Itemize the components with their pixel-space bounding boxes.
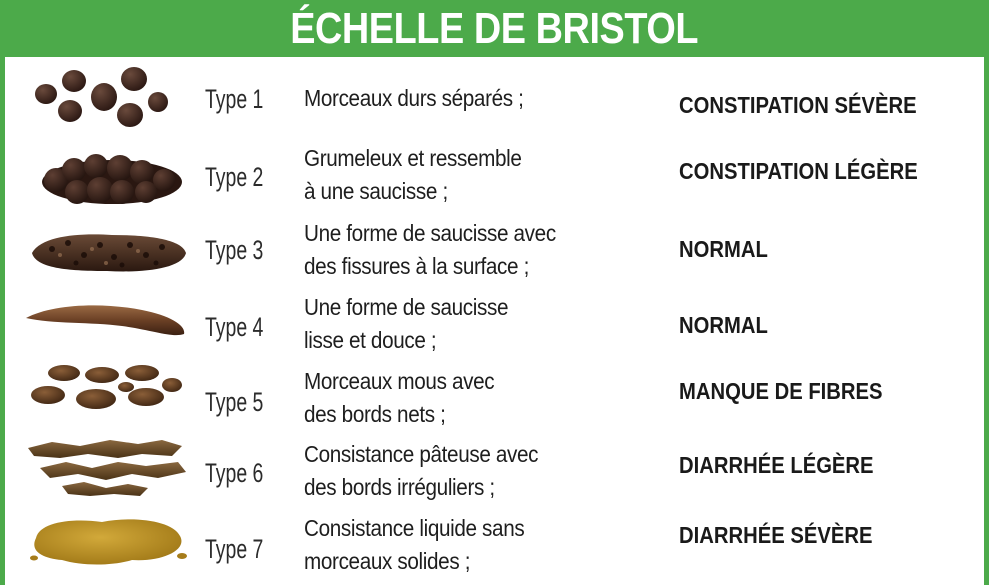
verdict: CONSTIPATION SÉVÈRE xyxy=(679,92,917,118)
description: Morceaux mous avec des bords nets ; xyxy=(304,368,495,427)
title-banner xyxy=(0,0,989,57)
liquid-icon xyxy=(22,508,192,578)
scale-row-2 xyxy=(0,140,989,215)
description: Une forme de saucisse lisse et douce ; xyxy=(304,294,509,353)
type-label: Type 4 xyxy=(205,312,264,342)
verdict: CONSTIPATION LÉGÈRE xyxy=(679,158,918,184)
scale-row-6 xyxy=(0,438,989,513)
verdict: NORMAL xyxy=(679,312,768,338)
description: Consistance liquide sans morceaux solides ; xyxy=(304,515,525,574)
mushy-pieces-icon xyxy=(22,434,192,504)
type-label: Type 1 xyxy=(205,84,264,114)
type-label: Type 6 xyxy=(205,458,264,488)
lumpy-sausage-icon xyxy=(22,142,192,212)
verdict: DIARRHÉE SÉVÈRE xyxy=(679,522,873,548)
page-title: ÉCHELLE DE BRISTOL xyxy=(290,3,699,53)
description: Grumeleux et ressemble à une saucisse ; xyxy=(304,145,522,204)
cracked-sausage-icon xyxy=(22,215,192,285)
description: Une forme de saucisse avec des fissures à la surface ; xyxy=(304,220,556,279)
scale-row-7 xyxy=(0,512,989,585)
scale-row-3 xyxy=(0,215,989,290)
separate-lumps-icon xyxy=(22,64,192,134)
verdict: NORMAL xyxy=(679,236,768,262)
verdict: MANQUE DE FIBRES xyxy=(679,378,883,404)
type-label: Type 5 xyxy=(205,387,264,417)
type-label: Type 3 xyxy=(205,235,264,265)
type-label: Type 2 xyxy=(205,162,264,192)
soft-blobs-icon xyxy=(22,359,192,429)
scale-row-1 xyxy=(0,62,989,137)
description: Consistance pâteuse avec des bords irréguliers ; xyxy=(304,441,539,500)
type-label: Type 7 xyxy=(205,534,264,564)
smooth-sausage-icon xyxy=(22,288,192,358)
scale-row-5 xyxy=(0,365,989,440)
description: Morceaux durs séparés ; xyxy=(304,85,524,111)
verdict: DIARRHÉE LÉGÈRE xyxy=(679,452,874,478)
scale-row-4 xyxy=(0,290,989,365)
